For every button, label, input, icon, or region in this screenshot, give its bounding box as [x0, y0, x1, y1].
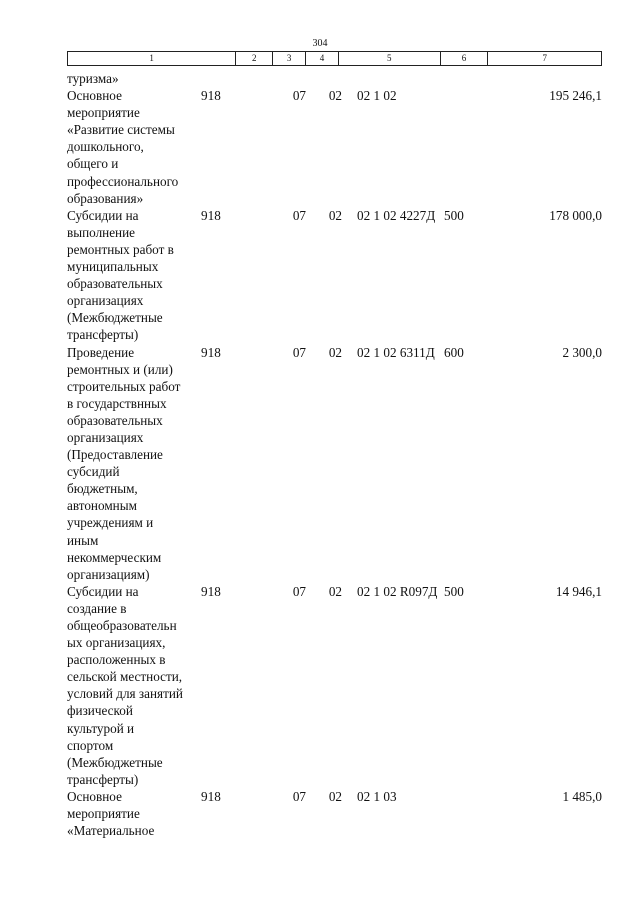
row-name [67, 87, 201, 207]
row-subsection [306, 70, 342, 87]
row-expense-type [444, 788, 492, 839]
row-target-article: 02 1 03 [357, 788, 397, 804]
row-target-article: 02 1 02 R097Д [357, 583, 438, 599]
row-name-line: (Межбюджетные [67, 310, 163, 326]
page-number: 304 [312, 38, 328, 49]
row-name-line: строительных работ [67, 378, 181, 394]
row-name-line: трансферты) [67, 771, 139, 787]
row-amount: 14 946,1 [555, 583, 602, 599]
row-name-line: в государствнных [67, 395, 167, 411]
row-name-line: (Межбюджетные [67, 754, 163, 770]
row-name-line: бюджетным, [67, 481, 138, 497]
row-section: 07 [292, 788, 306, 804]
row-name-line: трансферты) [67, 327, 139, 343]
row-target-article: 02 1 02 4227Д [357, 207, 436, 223]
row-name-line: муниципальных [67, 259, 159, 275]
row-ved-code: 918 [201, 344, 221, 360]
row-target-article: 02 1 02 6311Д [357, 344, 435, 360]
row-name-line: «Материальное [67, 823, 155, 839]
row-name [67, 583, 201, 788]
row-name-line: создание в [67, 600, 127, 616]
header-col-4: 4 [306, 52, 339, 65]
row-expense-type: 500 [444, 583, 464, 599]
row-target-article [342, 70, 444, 87]
row-subsection: 02 [328, 88, 342, 104]
row-name-line: культурой и [67, 720, 135, 736]
row-subsection: 02 [328, 788, 342, 804]
row-name-line: профессионального [67, 173, 179, 189]
row-name-line: иным [67, 532, 99, 548]
row-name-line: дошкольного, [67, 139, 144, 155]
row-name-line: условий для занятий [67, 686, 183, 702]
row-ved-code: 918 [201, 583, 221, 599]
row-name-line: Основное [67, 788, 122, 804]
row-name-line: «Развитие системы [67, 122, 175, 138]
row-name-line: общеобразовательн [67, 618, 177, 633]
row-name-line: Проведение [67, 344, 135, 360]
row-subsection: 02 [328, 207, 342, 223]
table-row [67, 344, 602, 583]
row-section: 07 [292, 207, 306, 223]
row-name-line: Основное [67, 88, 122, 104]
row-expense-type [444, 70, 492, 87]
header-col-7: 7 [542, 53, 547, 63]
row-name [67, 70, 201, 87]
row-expense-type [444, 87, 492, 207]
row-amount: 2 300,0 [562, 344, 602, 360]
row-name-line: туризма» [67, 71, 119, 86]
row-name-line: мероприятие [67, 806, 140, 822]
header-col-1: 1 [68, 52, 236, 65]
row-name-line: ремонтных и (или) [67, 361, 173, 377]
row-name-line: организациях [67, 429, 144, 445]
row-name-line: автономным [67, 498, 137, 514]
row-expense-type: 600 [444, 344, 464, 360]
row-amount: 195 246,1 [549, 88, 602, 104]
row-name-line: Субсидии на [67, 583, 139, 599]
row-name-line: ых организациях, [67, 635, 166, 651]
row-name-line: образования» [67, 190, 144, 206]
row-amount: 178 000,0 [549, 207, 602, 223]
row-subsection: 02 [328, 583, 342, 599]
row-name-line: мероприятие [67, 105, 140, 121]
header-col-3: 3 [273, 52, 306, 65]
row-amount [492, 70, 602, 87]
row-target-article: 02 1 02 [357, 88, 397, 104]
table-row [67, 207, 602, 344]
row-section: 07 [292, 583, 306, 599]
row-name-line: некоммерческим [67, 549, 162, 565]
header-col-6: 6 [441, 52, 489, 65]
row-name-line: ремонтных работ в [67, 241, 174, 257]
budget-table-body [67, 70, 602, 839]
row-name-line: сельской местности, [67, 669, 183, 685]
row-amount: 1 485,0 [562, 788, 602, 804]
row-name-line: общего и [67, 156, 119, 172]
row-expense-type: 500 [444, 207, 464, 223]
row-name-line: учреждениям и [67, 515, 154, 531]
row-section: 07 [292, 344, 306, 360]
row-name-line: Субсидии на [67, 207, 139, 223]
row-name-line: (Предоставление [67, 447, 163, 463]
row-name [67, 344, 201, 583]
row-ved-code: 918 [201, 88, 221, 104]
row-ved-code: 918 [201, 207, 221, 223]
row-name-line: организациям) [67, 566, 150, 582]
row-ved-code: 918 [201, 788, 221, 804]
table-row [67, 87, 602, 207]
row-ved-code [201, 70, 273, 87]
row-subsection: 02 [328, 344, 342, 360]
table-row [67, 583, 602, 788]
row-name-line: образовательных [67, 412, 163, 428]
row-name [67, 207, 201, 344]
row-section [273, 70, 306, 87]
row-name-line: физической [67, 703, 133, 719]
table-row [67, 788, 602, 839]
header-col-5: 5 [339, 52, 441, 65]
row-section: 07 [292, 88, 306, 104]
header-col-2: 2 [236, 52, 273, 65]
table-row [67, 70, 602, 87]
row-name-line: организациях [67, 293, 144, 309]
table-header [67, 51, 602, 66]
row-name-line: субсидий [67, 464, 120, 480]
row-name [67, 788, 201, 839]
row-name-line: образовательных [67, 276, 163, 292]
row-name-line: выполнение [67, 224, 136, 240]
row-name-line: расположенных в [67, 652, 166, 668]
row-name-line: спортом [67, 737, 114, 753]
